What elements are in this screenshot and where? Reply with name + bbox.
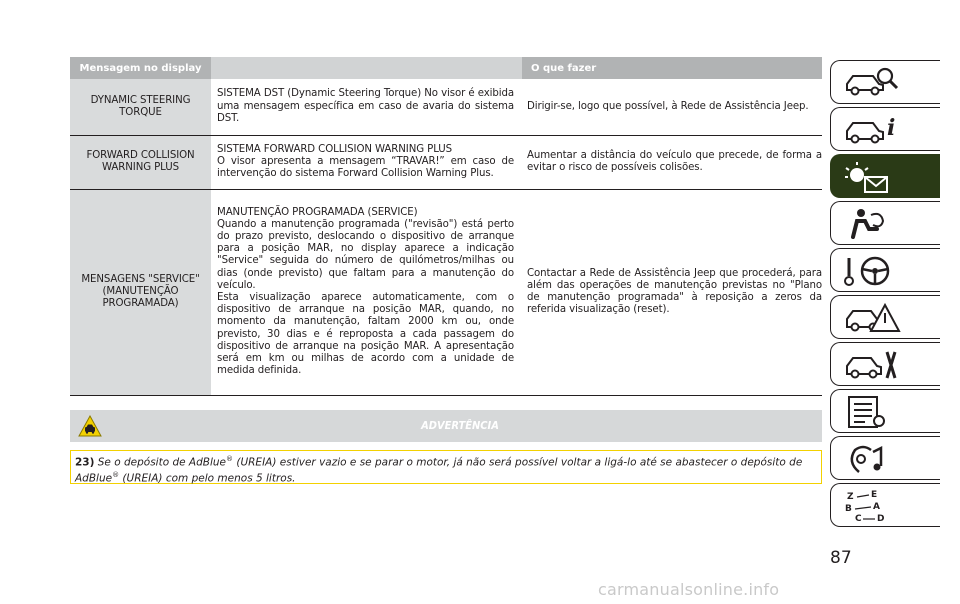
table-header-row bbox=[70, 57, 822, 79]
index-letter: B bbox=[845, 504, 852, 514]
table-row bbox=[70, 79, 822, 135]
airbag-seat-icon bbox=[843, 207, 903, 241]
index-letter: D bbox=[877, 514, 885, 523]
index-letter: Z bbox=[847, 492, 854, 502]
car-info-icon bbox=[843, 113, 903, 147]
warning-light-message-icon bbox=[843, 160, 903, 194]
message-line: PROGRAMADA) bbox=[102, 298, 179, 310]
description-title: MANUTENÇÃO PROGRAMADA (SERVICE) bbox=[217, 206, 418, 218]
nav-tab-multimedia[interactable] bbox=[830, 436, 940, 480]
nav-tab-emergency[interactable] bbox=[830, 295, 940, 339]
warning-number: 23) bbox=[75, 456, 95, 469]
message-line: FORWARD COLLISION bbox=[86, 149, 195, 161]
message-line: WARNING PLUS bbox=[102, 162, 179, 173]
nav-tab-start-drive[interactable] bbox=[830, 248, 940, 292]
nav-tab-technical-data[interactable] bbox=[830, 389, 940, 433]
header-message: Mensagem no display bbox=[70, 57, 211, 79]
svg-text:i: i bbox=[887, 115, 896, 141]
car-service-icon bbox=[843, 348, 903, 382]
index-icon bbox=[843, 489, 903, 523]
header-action: O que fazer bbox=[522, 57, 822, 79]
message-line: MENSAGENS "SERVICE" bbox=[81, 273, 200, 285]
warning-text-part: (UREIA) com pelo menos 5 litros. bbox=[119, 472, 296, 485]
nav-tab-car-info[interactable] bbox=[830, 107, 940, 151]
header-description bbox=[211, 57, 522, 79]
message-line: DYNAMIC STEERING bbox=[90, 94, 191, 106]
message-line: (MANUTENÇÃO bbox=[102, 285, 179, 297]
table-row bbox=[70, 135, 822, 189]
action-cell: Dirigir-se, logo que possível, à Rede de Assistência Jeep. bbox=[522, 79, 822, 135]
warning-text-part: Se o depósito de AdBlue bbox=[94, 456, 227, 469]
message-cell bbox=[70, 79, 211, 135]
action-cell: Aumentar a distância do veículo que precede, de forma a evitar o risco de possíveis colisões. bbox=[522, 135, 822, 189]
registered-mark: ® bbox=[112, 471, 120, 479]
nav-tab-car-search[interactable] bbox=[830, 60, 940, 104]
watermark: carmanualsonline.info bbox=[598, 580, 780, 599]
message-line: TORQUE bbox=[119, 106, 162, 118]
nav-tab-safety[interactable] bbox=[830, 201, 940, 245]
nav-tab-warning-lights[interactable] bbox=[830, 154, 940, 198]
description-body: O visor apresenta a mensagem “TRAVAR!” em caso de intervenção do sistema Forward Collision Warning Plus. bbox=[217, 155, 514, 180]
warning-text bbox=[70, 450, 822, 484]
description-cell bbox=[211, 189, 522, 395]
multimedia-icon bbox=[843, 442, 903, 476]
description-cell bbox=[211, 79, 522, 135]
description-body: Quando a manutenção programada ("revisão") está perto do prazo previsto, deslocando o dispositivo de arranque para a posição MAR, no display aparece a indicação "Service" seguida do número de quilómetros/milhas ou dias (onde previsto) que faltam para a manutenção do veículo. Esta visualização aparece automaticamente, com o dispositivo de arranque na posição MAR, quando, no momento da manutenção, faltam 2000 km ou, onde previsto, 30 dias e é reproposta a cada passagem do dispositivo de arranque na posição MAR. A apresentação será em km ou milhas de acordo com a unidade de medida definida. bbox=[217, 218, 514, 377]
description-title: SISTEMA FORWARD COLLISION WARNING PLUS bbox=[217, 143, 452, 155]
nav-tab-index[interactable] bbox=[830, 483, 940, 527]
car-emergency-icon bbox=[843, 301, 903, 335]
nav-tab-maintenance[interactable] bbox=[830, 342, 940, 386]
car-search-icon bbox=[843, 66, 903, 100]
message-cell bbox=[70, 135, 211, 189]
technical-data-icon bbox=[843, 395, 903, 429]
index-letter: A bbox=[873, 502, 880, 512]
message-cell bbox=[70, 189, 211, 395]
index-letter: C bbox=[855, 514, 862, 523]
warning-header bbox=[70, 410, 822, 442]
display-messages-table bbox=[70, 57, 822, 396]
warning-text-part: (UREIA) estiver vazio e se parar o motor, já não será possível voltar a ligá-lo até se abastecer o depósito de AdBlue bbox=[75, 456, 803, 485]
index-letter: E bbox=[871, 490, 878, 500]
page-number: 87 bbox=[830, 548, 852, 568]
steering-wheel-icon bbox=[843, 254, 903, 288]
action-cell: Contactar a Rede de Assistência Jeep que procederá, para além das operações de manutenção previstas no "Plano de manutenção programada" à reposição a zeros da referida visualização (reset). bbox=[522, 189, 822, 395]
registered-mark: ® bbox=[226, 455, 234, 463]
table-row bbox=[70, 189, 822, 395]
warning-title: ADVERTÊNCIA bbox=[421, 419, 499, 432]
description-title: SISTEMA DST (Dynamic Steering Torque) No visor é exibida uma mensagem específica em caso de avaria do sistema DST. bbox=[217, 88, 514, 124]
description-cell bbox=[211, 135, 522, 189]
